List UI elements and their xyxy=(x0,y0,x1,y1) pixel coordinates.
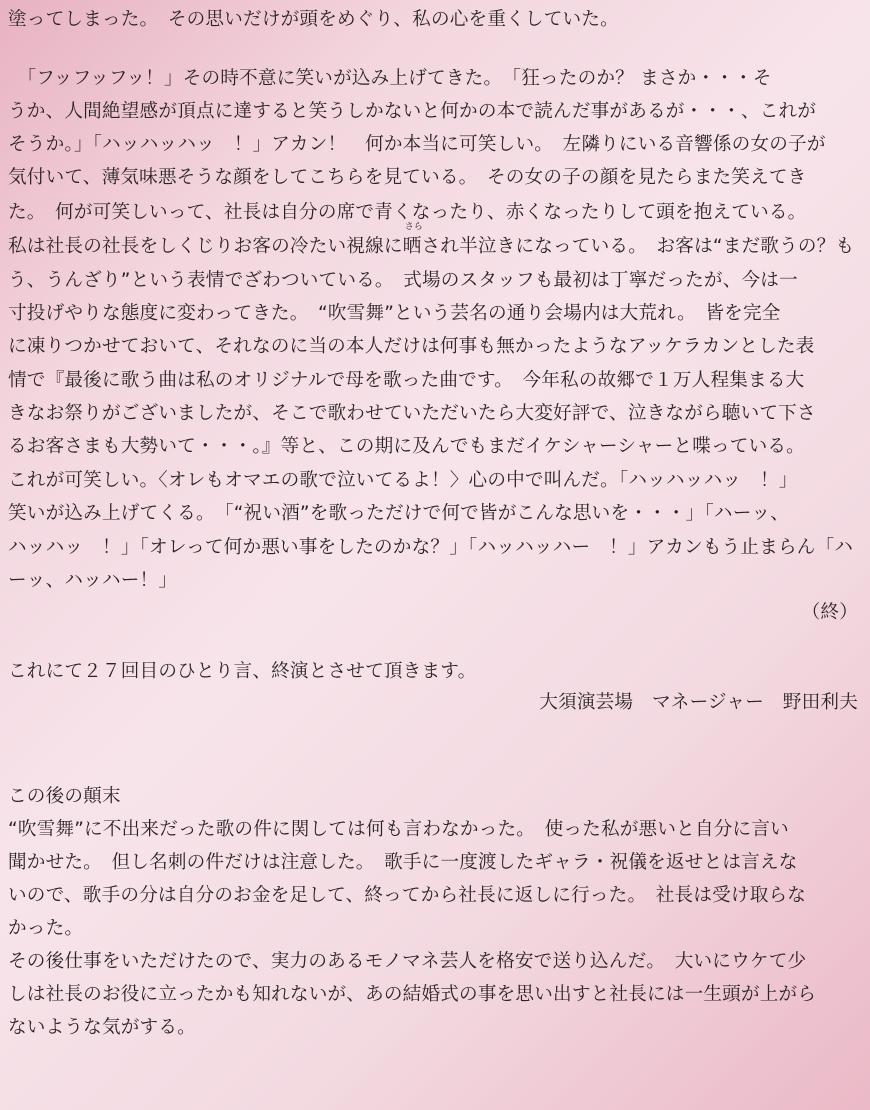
aftermath-line-2: 聞かせた。 但し名刺の件だけは注意した。 歌手に一度渡したギャラ・祝儀を返せとは言えな xyxy=(8,852,798,873)
essay-line-17: ーッ、ハッハー！」 xyxy=(8,570,178,591)
aftermath-line-7: ないような気がする。 xyxy=(8,1017,196,1038)
essay-line-10: に凍りつかせておいて、それなのに当の本人だけは何事も無かったようなアッケラカンとした表 xyxy=(8,336,815,357)
ruby-word xyxy=(402,222,423,262)
ruby-reading: さら xyxy=(404,222,423,232)
essay-line-8: う、うんざり”という表情でざわついている。 式場のスタッフも最初は丁寧だったが、今は一 xyxy=(8,270,798,291)
essay-line-3: うか、人間絶望感が頂点に達すると笑うしかないと何かの本で読んだ事があるが・・・、これが xyxy=(8,101,817,122)
essay-line-7-part-a: の社長をしくじりお客の冷たい視線に xyxy=(83,236,403,257)
essay-line-7-start: 私は社長 xyxy=(8,236,84,257)
essay-line-14: これが可笑しい。〈オレもオマエの歌で泣いてるよ！〉心の中で叫んだ。「ハッハッハッ ！」 xyxy=(8,470,798,491)
essay-line-1: 塗ってしまった。 その思いだけが頭をめぐり、私の心を重くしていた。 xyxy=(8,9,619,30)
essay-line-2: 「フッフッフッ！」その時不意に笑いが込み上げてきた。 「狂ったのか？ まさか・・・そ xyxy=(8,68,772,89)
closing-line: これにて２７回目のひとり言、終演とさせて頂きます。 xyxy=(8,661,477,682)
essay-line-5: 気付いて、薄気味悪そうな顔をしてこちらを見ている。 その女の子の顔を見たらまた笑えてき xyxy=(8,167,807,188)
ruby-base: 晒 xyxy=(402,236,422,257)
essay-line-6: た。 何が可笑しいって、社長は自分の席で青くなったり、赤くなったりして頭を抱えている。 xyxy=(8,202,807,223)
essay-line-13: るお客さまも大勢いて・・・。』等と、この期に及んでもまだイケシャーシャーと喋っている。 xyxy=(8,436,805,457)
essay-line-11: 情で『最後に歌う曲は私のオリジナルで母を歌った曲です。 今年私の故郷で１万人程集まる大 xyxy=(8,370,805,391)
aftermath-line-1: “吹雪舞”に不出来だった歌の件に関しては何も言わなかった。 使った私が悪いと自分に言い xyxy=(8,819,789,840)
aftermath-line-5: その後仕事をいただけたので、実力のあるモノマネ芸人を格安で送り込んだ。 大いにウケて少 xyxy=(8,951,807,972)
end-mark: （終） xyxy=(801,602,858,623)
essay-line-9: 寸投げやりな態度に変わってきた。 “吹雪舞”という芸名の通り会場内は大荒れ。 皆を完全 xyxy=(8,303,781,324)
author-signature: 大須演芸場 マネージャー 野田利夫 xyxy=(539,692,858,713)
essay-line-7-part-b: され半泣きになっている。 お客は“まだ歌うの？も xyxy=(421,236,855,257)
aftermath-heading: この後の顛末 xyxy=(8,786,121,807)
aftermath-line-3: いので、歌手の分は自分のお金を足して、終ってから社長に返しに行った。 社長は受け取らな xyxy=(8,885,807,906)
essay-line-7 xyxy=(8,222,864,262)
essay-line-15: 笑いが込み上げてくる。 「“祝い酒”を歌っただけで何で皆がこんな思いを・・・」「ハーッ、 xyxy=(8,503,790,524)
aftermath-line-4: かった。 xyxy=(8,918,84,939)
essay-line-12: きなお祭りがございましたが、そこで歌わせていただいたら大変好評で、泣きながら聴いて下さ xyxy=(8,403,816,424)
aftermath-line-6: しは社長のお役に立ったかも知れないが、あの結婚式の事を思い出すと社長には一生頭が上がら xyxy=(8,984,817,1005)
essay-line-4: そうか。」「ハッハッハッ ！」アカン！ 何か本当に可笑しい。 左隣りにいる音響係の女の子が xyxy=(8,134,826,155)
essay-line-16: ハッハッ ！」「オレって何か悪い事をしたのかな？」「ハッハッハー ！」アカンもう止まらん「ハ xyxy=(8,537,854,558)
